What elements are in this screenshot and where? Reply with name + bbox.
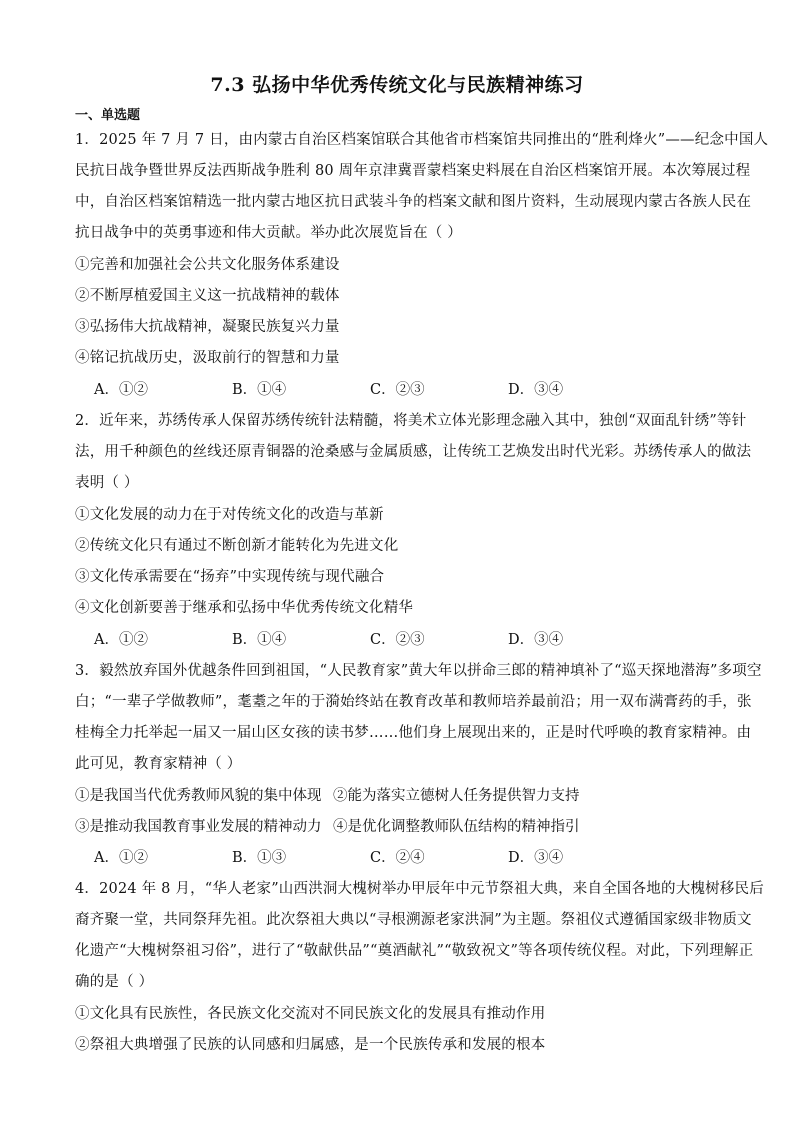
section-heading: 一、单选题 [75, 108, 141, 123]
q2-stem-line: 2．近年来，苏绣传承人保留苏绣传统针法精髓，将美术立体光影理念融入其中，独创“双面乱针绣”等针 [75, 413, 747, 429]
q3-items-row [75, 815, 580, 836]
q1-option-b[interactable]: B．①④ [232, 382, 287, 398]
q3-item: ①是我国当代优秀教师风貌的集中体现 [75, 788, 322, 804]
q2-option-b[interactable]: B．①④ [232, 632, 287, 648]
q4-stem-line: 裔齐聚一堂，共同祭拜先祖。此次祭祖大典以“寻根溯源老家洪洞”为主题。祭祖仪式遵循国家级非物质文 [75, 912, 752, 928]
q4-item: ②祭祖大典增强了民族的认同感和归属感，是一个民族传承和发展的根本 [75, 1037, 546, 1053]
q2-option-d[interactable]: D．③④ [508, 632, 564, 648]
q4-stem-line: 4．2024 年 8 月，“华人老家”山西洪洞大槐树举办甲辰年中元节祭祖大典，来自全国各地的大槐树移民后 [75, 881, 764, 897]
q3-stem-line: 桂梅全力托举起一届又一届山区女孩的读书梦……他们身上展现出来的，正是时代呼唤的教育家精神。由 [75, 725, 752, 741]
q3-item: ②能为落实立德树人任务提供智力支持 [333, 788, 580, 804]
q1-options [94, 378, 646, 399]
q3-options [94, 846, 646, 867]
q1-item: ②不断厚植爱国主义这一抗战精神的载体 [75, 288, 340, 304]
q3-stem-line: 此可见，教育家精神（ ） [75, 756, 242, 772]
q2-options [94, 628, 646, 649]
q3-items-row [75, 784, 580, 805]
q3-stem-line: 白；“一辈子学做教师”，耄耋之年的于漪始终站在教育改革和教师培养最前沿；用一双布满膏药的手，张 [75, 694, 752, 710]
q2-option-c[interactable]: C．②③ [370, 632, 425, 648]
q1-item: ①完善和加强社会公共文化服务体系建设 [75, 257, 340, 273]
q3-option-d[interactable]: D．③④ [508, 850, 564, 866]
q1-option-a[interactable]: A．①② [94, 382, 148, 398]
q4-item: ①文化具有民族性，各民族文化交流对不同民族文化的发展具有推动作用 [75, 1006, 546, 1022]
q1-stem-line: 民抗日战争暨世界反法西斯战争胜利 80 周年京津冀晋蒙档案史料展在自治区档案馆开展。本次筹展过程 [75, 163, 751, 179]
q1-option-c[interactable]: C．②③ [370, 382, 425, 398]
q1-stem-line: 中，自治区档案馆精选一批内蒙古地区抗日武装斗争的档案文献和图片资料，生动展现内蒙古各族人民在 [75, 194, 752, 210]
q4-stem-line: 化遗产“大槐树祭祖习俗”，进行了“敬献供品”“奠酒献礼”“敬致祝文”等各项传统仪程。对此，下列理解正 [75, 943, 754, 959]
q2-item: ②传统文化只有通过不断创新才能转化为先进文化 [75, 538, 399, 554]
q1-item: ④铭记抗战历史，汲取前行的智慧和力量 [75, 350, 340, 366]
q3-item: ③是推动我国教育事业发展的精神动力 [75, 819, 322, 835]
q1-item: ③弘扬伟大抗战精神，凝聚民族复兴力量 [75, 319, 340, 335]
q3-option-c[interactable]: C．②④ [370, 850, 425, 866]
q2-option-a[interactable]: A．①② [94, 632, 148, 648]
q1-option-d[interactable]: D．③④ [508, 382, 564, 398]
q2-stem-line: 法，用千种颜色的丝线还原青铜器的沧桑感与金属质感，让传统工艺焕发出时代光彩。苏绣传承人的做法 [75, 444, 752, 460]
q4-stem-line: 确的是（ ） [75, 974, 154, 990]
q3-stem-line: 3．毅然放弃国外优越条件回到祖国，“人民教育家”黄大年以拼命三郎的精神填补了“巡天探地潜海”多项空 [75, 663, 762, 679]
q3-item: ④是优化调整教师队伍结构的精神指引 [333, 819, 580, 835]
q3-option-a[interactable]: A．①② [94, 850, 148, 866]
q1-stem-line: 抗日战争中的英勇事迹和伟大贡献。举办此次展览旨在（ ） [75, 225, 463, 241]
q3-option-b[interactable]: B．①③ [232, 850, 287, 866]
q2-stem-line: 表明（ ） [75, 475, 139, 491]
q1-stem-line: 1．2025 年 7 月 7 日，由内蒙古自治区档案馆联合其他省市档案馆共同推出的“胜利烽火”——纪念中国人 [75, 132, 769, 148]
q2-item: ④文化创新要善于继承和弘扬中华优秀传统文化精华 [75, 600, 414, 616]
q2-item: ①文化发展的动力在于对传统文化的改造与革新 [75, 507, 384, 523]
q2-item: ③文化传承需要在“扬弃”中实现传统与现代融合 [75, 569, 385, 585]
document-title: 7.3 弘扬中华优秀传统文化与民族精神练习 [210, 74, 584, 96]
